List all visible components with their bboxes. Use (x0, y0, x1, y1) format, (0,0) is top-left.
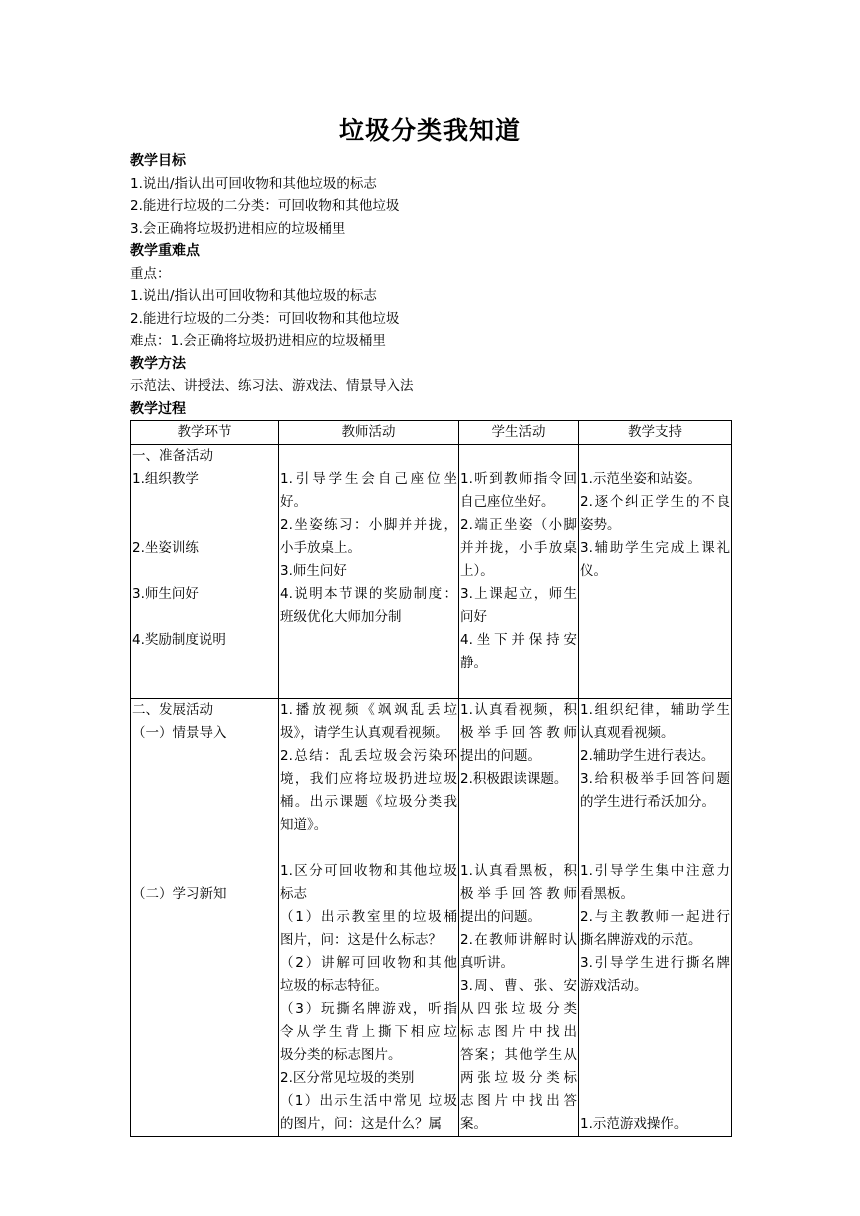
cell-text-line (132, 514, 277, 537)
cell-text-line: 标志图片中找出 (460, 1024, 577, 1040)
cell-text-line: （一）情景导入 (132, 725, 227, 741)
cell-text-line: 两张垃圾分类标 (460, 1070, 577, 1086)
cell-text-line: 令从学生背上撕下相应垃 (280, 1024, 457, 1040)
cell-text-line: 2.总结：乱丢垃圾会污染环 (280, 748, 457, 764)
section-heading: 教学重难点 (130, 243, 200, 259)
cell-text-line: 游戏活动。 (580, 978, 648, 994)
cell-text-line: 圾分类的标志图片。 (280, 1047, 402, 1063)
cell-text-line: 2.坐姿练习：小脚并并拢， (280, 517, 457, 533)
cell-text-line: 2.端正坐姿（小脚 (460, 517, 577, 533)
body-text-line: 示范法、讲授法、练习法、游戏法、情景导入法 (130, 378, 414, 394)
cell-text-line: 真听讲。 (460, 955, 514, 971)
cell-text-line (132, 929, 277, 952)
cell-text-line (580, 675, 730, 698)
cell-text-line (132, 1090, 277, 1113)
cell-text-line: 图片，问：这是什么标志？ (280, 932, 442, 948)
cell-text-line: （3）玩撕名牌游戏，听指 (280, 1001, 457, 1017)
cell-text-line: 仪。 (580, 563, 607, 579)
cell-text-line: 1.认真看视频，积 (460, 702, 577, 718)
cell-text-line (580, 1067, 730, 1090)
cell-text-line: 班级优化大师加分制 (280, 609, 402, 625)
cell-text-line: 提出的问题。 (460, 909, 541, 925)
body-text-line: 2.能进行垃圾的二分类：可回收物和其他垃圾 (130, 310, 400, 327)
cell-text-line (132, 860, 277, 883)
cell-student (459, 699, 579, 1137)
cell-text-line: 小手放桌上。 (280, 540, 361, 556)
cell-text-line (580, 606, 730, 629)
cell-text-line (132, 906, 277, 929)
cell-text-line (132, 768, 277, 791)
cell-text-line: 问好 (460, 609, 487, 625)
cell-text-line (132, 1067, 277, 1090)
cell-text-line: 4.奖励制度说明 (132, 632, 226, 648)
cell-text-line (580, 652, 730, 675)
cell-text-line: 3.师生问好 (132, 586, 199, 602)
cell-student (459, 445, 579, 699)
cell-text-line: 1.认真看黑板，积 (460, 863, 577, 879)
cell-text-line: 好。 (280, 494, 307, 510)
cell-text-line: 3.师生问好 (280, 563, 347, 579)
cell-text-line: 知道》。 (280, 817, 328, 833)
cell-text-line (132, 652, 277, 675)
cell-text-line (132, 952, 277, 975)
cell-text-line (132, 491, 277, 514)
section-heading: 教学目标 (130, 153, 186, 169)
cell-text-line (132, 837, 277, 860)
cell-text-line (132, 975, 277, 998)
cell-text-line: 极举手回答教师 (460, 886, 577, 902)
cell-text-line (280, 652, 457, 675)
table-row (131, 699, 732, 1137)
cell-text-line (460, 837, 577, 860)
header-cell-support: 教学支持 (579, 421, 732, 445)
cell-text-line: 圾》，请学生认真观看视频。 (280, 725, 449, 741)
table-row (131, 445, 732, 699)
cell-text-line (132, 791, 277, 814)
cell-text-line: 姿势。 (580, 517, 621, 533)
cell-teacher (279, 445, 459, 699)
cell-text-line (280, 445, 457, 468)
cell-text-line: 2.坐姿训练 (132, 540, 199, 556)
cell-text-line: 认真观看视频。 (580, 725, 675, 741)
body-text-line: 1.说出/指认出可回收物和其他垃圾的标志 (130, 175, 377, 192)
cell-text-line: 标志 (280, 886, 307, 902)
cell-text-line: 1.示范游戏操作。 (580, 1116, 688, 1132)
cell-text-line: 答案；其他学生从 (460, 1047, 577, 1063)
cell-text-line (132, 814, 277, 837)
cell-text-line: （1）出示教室里的垃圾桶 (280, 909, 457, 925)
cell-text-line: 一、准备活动 (132, 448, 213, 464)
cell-text-line: 看黑板。 (580, 886, 634, 902)
cell-text-line: 二、发展活动 (132, 702, 213, 718)
cell-text-line: 上）。 (460, 563, 494, 579)
body-text-line: 2.能进行垃圾的二分类：可回收物和其他垃圾 (130, 198, 400, 214)
cell-support (579, 445, 732, 699)
cell-text-line: 从四张垃圾分类 (460, 1001, 577, 1017)
cell-text-line (132, 1044, 277, 1067)
cell-text-line: 2.积极跟读课题。 (460, 771, 568, 787)
cell-text-line: 4.说明本节课的奖励制度： (280, 586, 457, 602)
section-heading: 教学方法 (130, 355, 186, 372)
body-text-line: 难点：1.会正确将垃圾扔进相应的垃圾桶里 (130, 333, 386, 349)
cell-text-line (132, 1021, 277, 1044)
cell-text-line: 的图片，问：这是什么？属 (280, 1116, 442, 1132)
cell-text-line (580, 629, 730, 652)
cell-text-line: 并并拢，小手放桌 (460, 540, 577, 556)
cell-text-line (580, 998, 730, 1021)
cell-text-line: 1.组织纪律，辅助学生 (580, 702, 730, 718)
section-heading: 教学过程 (130, 400, 186, 417)
header-cell-student: 学生活动 (459, 421, 579, 445)
body-text-line: 重点： (130, 265, 171, 282)
cell-text-line: 2.在教师讲解时认 (460, 932, 577, 948)
header-cell-stage: 教学环节 (131, 421, 279, 445)
cell-text-line: 4.坐下并保持安 (460, 632, 577, 648)
cell-text-line: 3.上课起立，师生 (460, 586, 577, 602)
cell-text-line (460, 791, 577, 814)
cell-text-line (280, 629, 457, 652)
cell-text-line: 1.播放视频《飒飒乱丢垃 (280, 702, 457, 718)
cell-text-line (580, 445, 730, 468)
body-text-line: 1.说出/指认出可回收物和其他垃圾的标志 (130, 288, 377, 304)
cell-text-line (580, 1044, 730, 1067)
teaching-process-table (130, 420, 732, 1137)
cell-text-line (132, 560, 277, 583)
cell-text-line: 1.引导学生会自己座位坐 (280, 471, 457, 487)
cell-text-line (280, 837, 457, 860)
cell-text-line: 提出的问题。 (460, 748, 541, 764)
cell-text-line: 志图片中找出答 (460, 1093, 577, 1109)
body-text-line: 3.会正确将垃圾扔进相应的垃圾桶里 (130, 220, 346, 237)
cell-text-line (280, 675, 457, 698)
cell-text-line: 1.听到教师指令回 (460, 471, 577, 487)
cell-text-line: 3.给积极举手回答问题 (580, 771, 730, 787)
cell-text-line: 1.示范坐姿和站姿。 (580, 471, 701, 487)
cell-text-line: 3.周、曹、张、安 (460, 978, 577, 994)
cell-text-line (580, 1090, 730, 1113)
cell-text-line (132, 606, 277, 629)
cell-stage (131, 445, 279, 699)
cell-text-line (132, 998, 277, 1021)
document-title: 垃圾分类我知道 (338, 116, 521, 145)
cell-text-line: 1.区分可回收物和其他垃圾 (280, 863, 457, 879)
cell-text-line: 自己座位坐好。 (460, 494, 555, 510)
cell-text-line (580, 837, 730, 860)
cell-text-line: （2）讲解可回收物和其他 (280, 955, 457, 971)
cell-text-line (132, 1113, 277, 1136)
cell-text-line: 1.引导学生集中注意力 (580, 863, 730, 879)
cell-text-line: 案。 (460, 1116, 487, 1132)
cell-text-line: 3.辅助学生完成上课礼 (580, 540, 730, 556)
cell-text-line: 2.与主教教师一起进行 (580, 909, 730, 925)
cell-text-line (132, 675, 277, 698)
cell-text-line: 2.逐个纠正学生的不良 (580, 494, 730, 510)
cell-text-line (132, 745, 277, 768)
cell-text-line: 1.组织教学 (132, 471, 199, 487)
document-body (130, 150, 730, 420)
cell-text-line: 的学生进行希沃加分。 (580, 794, 715, 810)
cell-text-line (460, 675, 577, 698)
cell-text-line: （1）出示生活中常见 垃圾 (280, 1093, 457, 1109)
cell-text-line: 2.区分常见垃圾的类别 (280, 1070, 415, 1086)
header-cell-teacher: 教师活动 (279, 421, 459, 445)
cell-stage (131, 699, 279, 1137)
cell-text-line: 3.引导学生进行撕名牌 (580, 955, 730, 971)
cell-text-line: （二）学习新知 (132, 886, 227, 902)
cell-text-line: 垃圾的标志特征。 (280, 978, 388, 994)
cell-text-line: 境，我们应将垃圾扔进垃圾 (280, 771, 457, 787)
cell-text-line (460, 445, 577, 468)
cell-text-line: 2.辅助学生进行表达。 (580, 748, 715, 764)
cell-text-line: 静。 (460, 655, 487, 671)
cell-text-line (580, 814, 730, 837)
cell-text-line: 撕名牌游戏的示范。 (580, 932, 702, 948)
cell-teacher (279, 699, 459, 1137)
cell-text-line (580, 583, 730, 606)
cell-text-line (460, 814, 577, 837)
cell-text-line (580, 1021, 730, 1044)
cell-text-line: 桶。出示课题《垃圾分类我 (280, 794, 457, 810)
cell-text-line: 极举手回答教师 (460, 725, 577, 741)
cell-support (579, 699, 732, 1137)
table-header-row (131, 421, 732, 445)
